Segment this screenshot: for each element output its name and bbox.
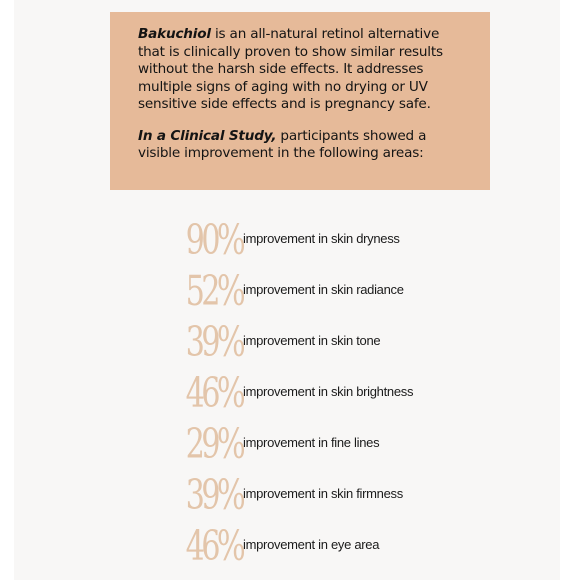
stat-percent: 39% — [185, 318, 242, 366]
stat-row — [0, 522, 580, 570]
stat-row — [0, 471, 580, 519]
study-paragraph — [138, 128, 464, 163]
stat-row — [0, 420, 580, 468]
intro-paragraph — [138, 26, 464, 114]
intro-bold-term: Bakuchiol — [138, 26, 211, 42]
stat-percent: 46% — [185, 522, 242, 570]
stat-percent: 90% — [185, 216, 242, 264]
stat-label: improvement in fine lines — [243, 435, 380, 450]
stat-row — [0, 216, 580, 264]
stat-label: improvement in eye area — [243, 537, 380, 552]
stat-label: improvement in skin firmness — [243, 486, 403, 501]
stat-label: improvement in skin radiance — [243, 282, 404, 297]
intro-body: is an all-natural retinol alternative that is clinically proven to show similar results without the harsh side effects. It addresses multiple signs of aging with no drying or UV sensitive side effects and is pregnancy safe. — [138, 26, 443, 112]
stat-percent: 52% — [185, 267, 242, 315]
stat-row — [0, 369, 580, 417]
stat-label: improvement in skin dryness — [243, 231, 400, 246]
stat-percent: 29% — [185, 420, 242, 468]
study-body: participants showed a visible improvement in the following areas: — [138, 127, 427, 161]
stat-row — [0, 267, 580, 315]
stat-percent: 39% — [185, 471, 242, 519]
stat-percent: 46% — [185, 369, 242, 417]
study-bold-lead: In a Clinical Study, — [138, 127, 277, 144]
stat-label: improvement in skin brightness — [243, 384, 414, 399]
info-callout — [110, 12, 490, 190]
stat-row — [0, 318, 580, 366]
stat-label: improvement in skin tone — [243, 333, 381, 348]
